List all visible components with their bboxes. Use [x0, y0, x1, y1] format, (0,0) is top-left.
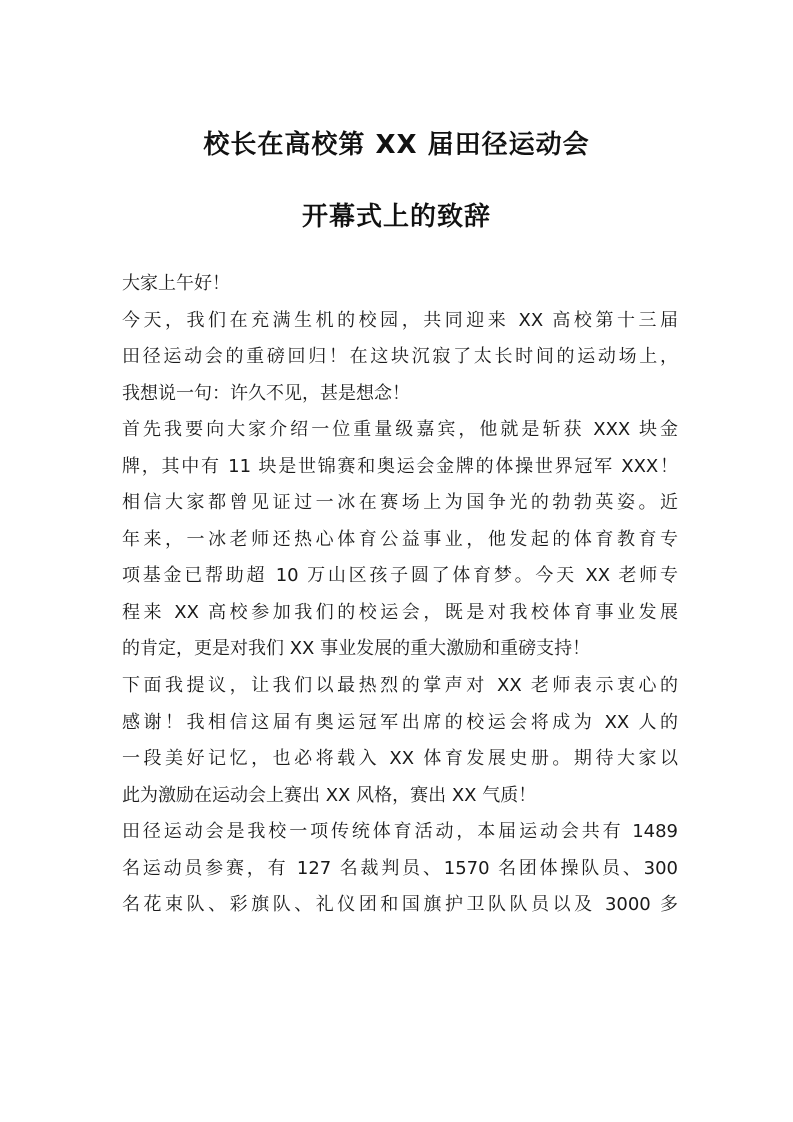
body-line: 下面我提议，让我们以最热烈的掌声对 XX 老师表示衷心的 [122, 675, 678, 697]
body-line: 年来，一冰老师还热心体育公益事业，他发起的体育教育专 [122, 528, 678, 550]
body-line: 牌，其中有 11 块是世锦赛和奥运会金牌的体操世界冠军 XXX！ [122, 455, 678, 477]
body-line: 项基金已帮助超 10 万山区孩子圆了体育梦。今天 XX 老师专 [122, 565, 678, 587]
body-line: 的肯定，更是对我们 XX 事业发展的重大激励和重磅支持！ [122, 638, 591, 660]
document-title-line-2: 开幕式上的致辞 [301, 202, 491, 232]
body-line: 程来 XX 高校参加我们的校运会，既是对我校体育事业发展 [122, 601, 678, 623]
body-line: 相信大家都曾见证过一冰在赛场上为国争光的勃勃英姿。近 [122, 492, 678, 514]
body-line: 此为激励在运动会上赛出 XX 风格，赛出 XX 气质！ [122, 784, 537, 806]
greeting-line: 大家上午好！ [122, 273, 230, 294]
body-line: 我想说一句：许久不见，甚是想念！ [122, 382, 410, 404]
body-line: 一段美好记忆，也必将载入 XX 体育发展史册。期待大家以 [122, 748, 678, 770]
body-line: 名运动员参赛，有 127 名裁判员、1570 名团体操队员、300 [122, 857, 678, 879]
body-line: 今天，我们在充满生机的校园，共同迎来 XX 高校第十三届 [122, 309, 678, 331]
speech-body [122, 266, 678, 924]
body-line: 田径运动会是我校一项传统体育活动，本届运动会共有 1489 [122, 821, 678, 843]
body-line: 感谢！我相信这届有奥运冠军出席的校运会将成为 XX 人的 [122, 711, 678, 733]
body-line: 田径运动会的重磅回归！在这块沉寂了太长时间的运动场上， [122, 346, 678, 368]
body-line: 首先我要向大家介绍一位重量级嘉宾，他就是斩获 XXX 块金 [122, 419, 678, 441]
document-title-line-1: 校长在高校第 XX 届田径运动会 [203, 130, 590, 160]
body-line: 名花束队、彩旗队、礼仪团和国旗护卫队队员以及 3000 多 [122, 894, 678, 916]
